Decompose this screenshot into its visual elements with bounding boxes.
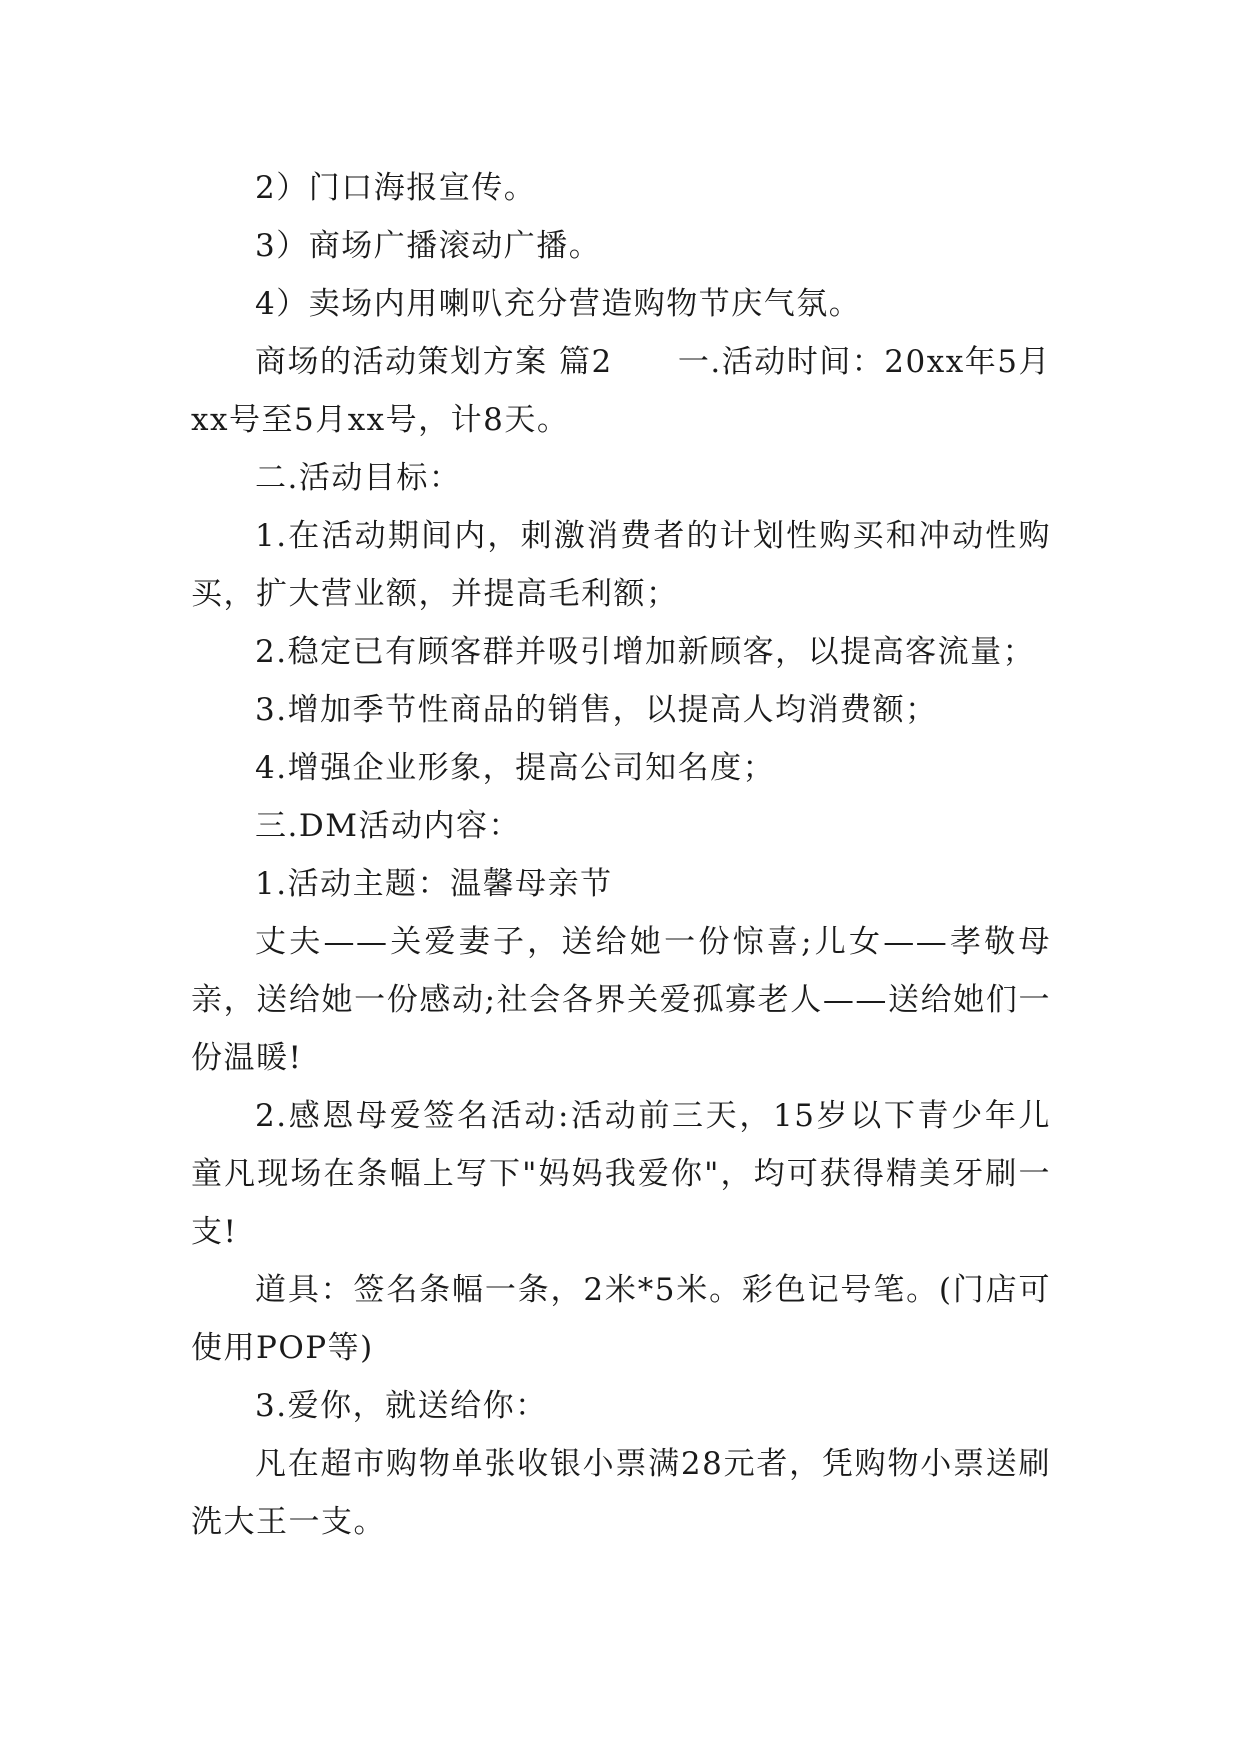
heading-dm-content: 三.DM活动内容：	[255, 808, 521, 844]
paragraph-promo-broadcast: 3）商场广播滚动广播。	[255, 228, 602, 264]
paragraph-goal-4: 4.增强企业形象，提高公司知名度；	[255, 750, 776, 786]
document-body	[191, 159, 1051, 1551]
paragraph-promo-speaker: 4）卖场内用喇叭充分营造购物节庆气氛。	[255, 286, 862, 322]
paragraph-theme: 1.活动主题：温馨母亲节	[255, 866, 613, 902]
paragraph-theme-description: 丈夫——关爱妻子，送给她一份惊喜;儿女——孝敬母亲，送给她一份感动;社会各界关爱孤寡老人——送给她们一份温暖!	[191, 924, 1051, 1076]
paragraph-goal-2: 2.稳定已有顾客群并吸引增加新顾客，以提高客流量；	[255, 634, 1036, 670]
heading-activity-goals: 二.活动目标：	[255, 460, 462, 496]
paragraph-goal-3: 3.增加季节性商品的销售，以提高人均消费额；	[255, 692, 938, 728]
paragraph-plan-2-time: 商场的活动策划方案 篇2 一.活动时间：20xx年5月xx号至5月xx号，计8天。	[191, 344, 1051, 438]
paragraph-love-gift: 3.爱你，就送给你：	[255, 1388, 548, 1424]
paragraph-goal-1: 1.在活动期间内，刺激消费者的计划性购买和冲动性购买，扩大营业额，并提高毛利额；	[191, 518, 1051, 612]
paragraph-props: 道具：签名条幅一条，2米*5米。彩色记号笔。(门店可使用POP等)	[191, 1272, 1051, 1366]
paragraph-promo-poster: 2）门口海报宣传。	[255, 170, 537, 206]
paragraph-receipt-offer: 凡在超市购物单张收银小票满28元者，凭购物小票送刷洗大王一支。	[191, 1446, 1051, 1540]
paragraph-signature-activity: 2.感恩母爱签名活动:活动前三天，15岁以下青少年儿童凡现场在条幅上写下"妈妈我爱你"，均可获得精美牙刷一支!	[191, 1098, 1051, 1250]
